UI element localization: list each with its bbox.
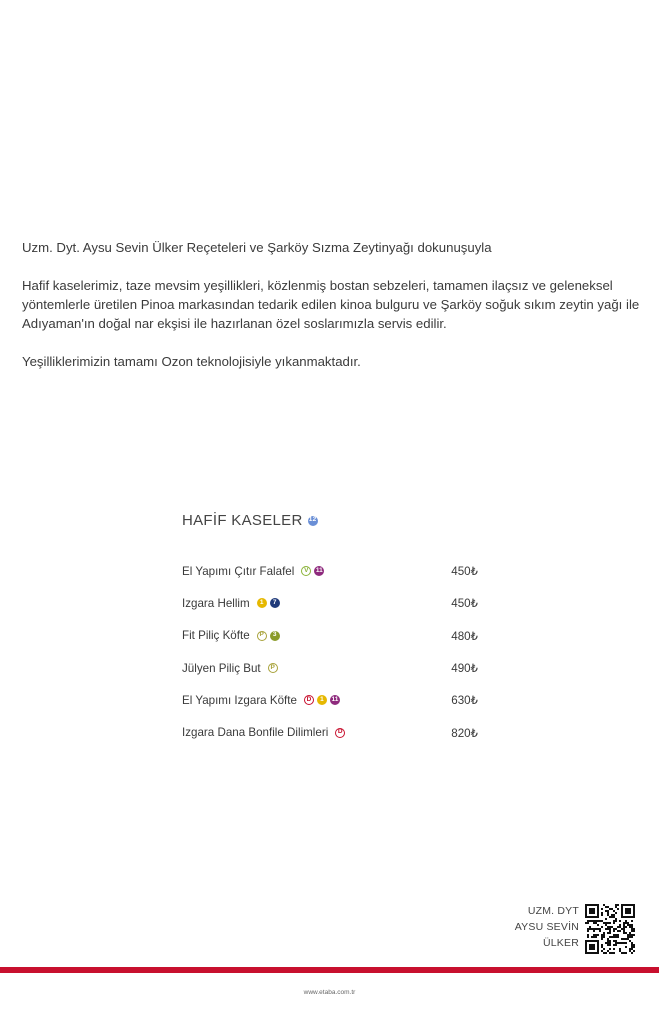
menu-list [182, 555, 478, 749]
allergen-badge-icon: 7 [270, 598, 280, 608]
menu-item-price: 480₺ [451, 629, 478, 643]
menu-item-price: 450₺ [451, 565, 478, 579]
allergen-badge-icon: 12 [308, 516, 318, 526]
menu-item [182, 716, 478, 748]
menu-item-name: Fit Piliç Köfte [182, 629, 250, 643]
menu-item-price: 490₺ [451, 662, 478, 676]
menu-item-name-group [182, 629, 280, 642]
signature-line-1: UZM. DYT [527, 905, 579, 917]
signature-line-3: ÜLKER [542, 937, 579, 949]
allergen-badge-icon: D [335, 728, 345, 738]
allergen-badge-icon: V [301, 566, 311, 576]
menu-item [182, 555, 478, 587]
footer-url[interactable]: www.etaba.com.tr [303, 989, 356, 996]
intro-line-1: Uzm. Dyt. Aysu Sevin Ülker Reçeteleri ve Şarköy Sızma Zeytinyağı dokunuşuyla [22, 240, 492, 255]
allergen-badge-icon: 3 [270, 631, 280, 641]
menu-item-name-group [182, 694, 340, 707]
signature-line-2: AYSU SEVİN [514, 921, 579, 933]
menu-item-price: 820₺ [451, 726, 478, 740]
intro-paragraph-2: Hafif kaselerimiz, taze mevsim yeşillikleri, közlenmiş bostan sebzeleri, tamamen ilaçsız ve geleneksel yöntemlerle üretilen Pinoa markasından tedarik edilen kinoa bulguru ve Şarköy soğuk sıkım zeytin yağı ile Adıyaman'ın doğal nar ekşisi ile hazırlanan özel soslarımızla servis edilir. [22, 278, 640, 331]
menu-item-name: El Yapımı Çıtır Falafel [182, 564, 295, 578]
allergen-badge-icon: 1 [257, 598, 267, 608]
menu-item-name-group [182, 597, 280, 610]
allergen-badge-icon: 11 [330, 695, 340, 705]
section-title [182, 512, 318, 529]
dietitian-signature [515, 903, 579, 951]
menu-item-name-group [182, 726, 345, 739]
menu-item [182, 684, 478, 716]
allergen-badge-icon: P [257, 631, 267, 641]
intro-text [22, 238, 642, 390]
menu-item-name-group [182, 662, 278, 675]
footer-divider [0, 967, 659, 973]
menu-item-name: Jülyen Piliç But [182, 661, 261, 675]
allergen-badge-icon: D [304, 695, 314, 705]
menu-item-name-group [182, 565, 324, 578]
qr-code-icon[interactable] [585, 904, 635, 954]
menu-item-price: 450₺ [451, 597, 478, 611]
allergen-badge-icon: P [268, 663, 278, 673]
menu-item-name: Izgara Hellim [182, 596, 250, 610]
menu-item-name: El Yapımı Izgara Köfte [182, 693, 297, 707]
menu-item-price: 630₺ [451, 694, 478, 708]
menu-item [182, 620, 478, 652]
menu-item-name: Izgara Dana Bonfile Dilimleri [182, 726, 329, 740]
allergen-badge-icon: 11 [314, 566, 324, 576]
menu-item [182, 652, 478, 684]
menu-item [182, 587, 478, 619]
allergen-badge-icon: 1 [317, 695, 327, 705]
section-title-text: HAFİF KASELER [182, 512, 303, 529]
intro-paragraph-3: Yeşilliklerimizin tamamı Ozon teknolojisiyle yıkanmaktadır. [22, 354, 361, 369]
